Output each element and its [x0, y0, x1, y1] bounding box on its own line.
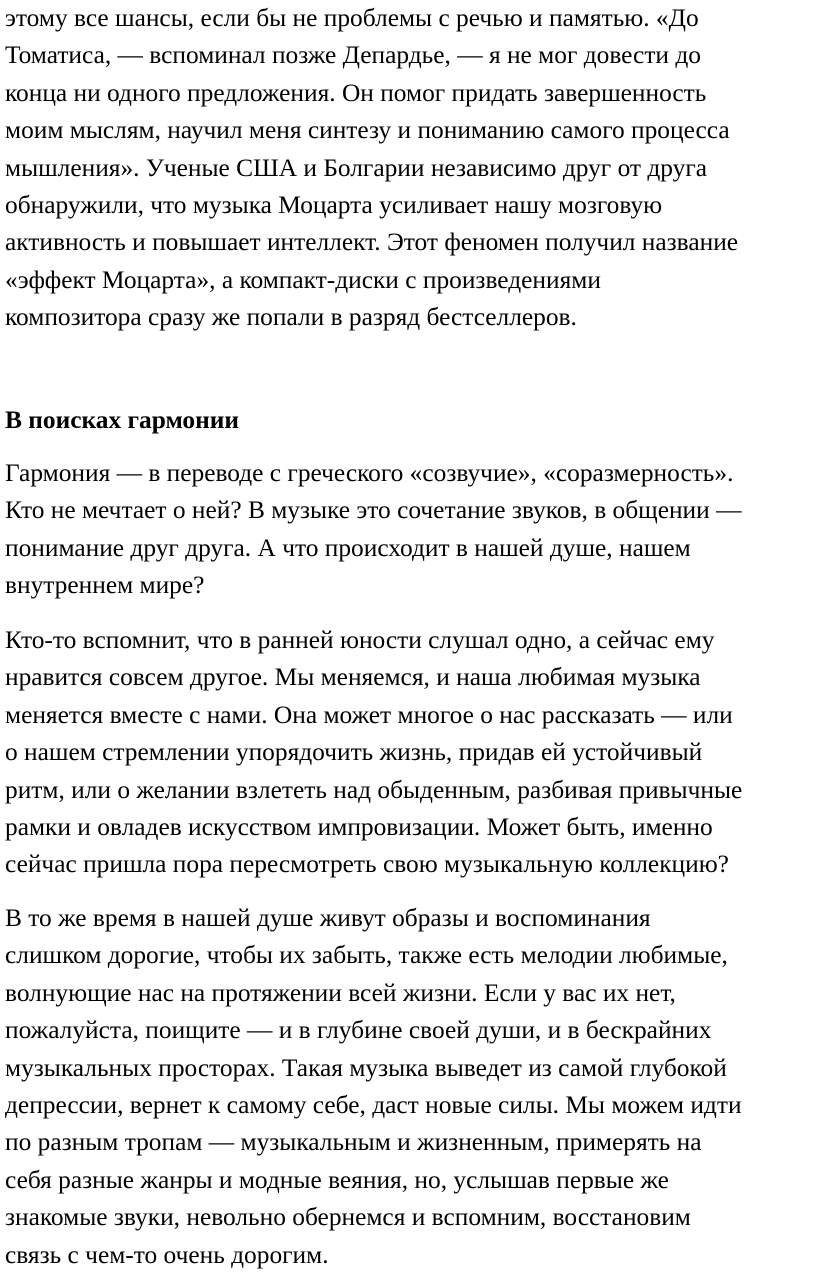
- paragraph-memories: [5, 900, 811, 1274]
- text-line: слишком дорогие, чтобы их забыть, также есть мелодии любимые,: [5, 941, 728, 970]
- text-line: Гармония — в переводе с греческого «созвучие», «соразмерность».: [5, 459, 734, 487]
- text-line: активность и повышает интеллект. Этот феномен получил название: [5, 228, 739, 257]
- text-line: рамки и овладев искусством импровизации. Может быть, именно: [5, 813, 713, 842]
- text-line: пожалуйста, поищите — и в глубине своей души, и в бескрайних: [5, 1016, 712, 1045]
- text-line: музыкальных просторах. Такая музыка выведет из самой глубокой: [5, 1053, 727, 1082]
- text-line: внутреннем мире?: [5, 571, 205, 600]
- text-line: Кто не мечтает о ней? В музыке это сочетание звуков, в общении —: [5, 496, 742, 525]
- text-line: мышления». Ученые США и Болгарии независимо друг от друга: [5, 153, 708, 182]
- text-line: депрессии, вернет к самому себе, даст новые силы. Мы можем идти: [5, 1091, 742, 1120]
- text-line: волнующие нас на протяжении всей жизни. Если у вас их нет,: [5, 978, 676, 1007]
- paragraph-intro: [5, 0, 811, 337]
- text-line: меняется вместе с нами. Она может многое о нас рассказать — или: [5, 700, 733, 729]
- text-line: В то же время в нашей душе живут образы и воспоминания: [5, 904, 651, 932]
- text-line: композитора сразу же попали в разряд бестселлеров.: [5, 303, 577, 332]
- text-line: конца ни одного предложения. Он помог придать завершенность: [5, 78, 707, 107]
- paragraph-changes: [5, 622, 811, 884]
- text-line: Томатиса, — вспоминал позже Депардье, — я не мог довести до: [5, 41, 701, 70]
- text-line: о нашем стремлении упорядочить жизнь, придав ей устойчивый: [5, 738, 703, 767]
- text-line: понимание друг друга. А что происходит в нашей душе, нашем: [5, 533, 691, 562]
- text-line: Кто-то вспомнит, что в ранней юности слушал одно, а сейчас ему: [5, 626, 715, 654]
- text-line: себя разные жанры и модные веяния, но, услышав первые же: [5, 1165, 669, 1194]
- text-line: связь с чем-то очень дорогим.: [5, 1240, 329, 1269]
- text-line: «эффект Моцарта», а компакт-диски с произведениями: [5, 265, 601, 294]
- text-line: знакомые звуки, невольно обернемся и вспомним, восстановим: [5, 1203, 691, 1232]
- text-line: обнаружили, что музыка Моцарта усиливает нашу мозговую: [5, 191, 663, 220]
- text-line: сейчас пришла пора пересмотреть свою музыкальную коллекцию?: [5, 850, 729, 879]
- text-line: ритм, или о желании взлететь над обыденным, разбивая привычные: [5, 775, 743, 804]
- text-line: по разным тропам — музыкальным и жизненным, примерять на: [5, 1128, 702, 1157]
- text-line: нравится совсем другое. Мы меняемся, и наша любимая музыка: [5, 663, 701, 692]
- text-line: этому все шансы, если бы не проблемы с речью и памятью. «До: [5, 4, 699, 32]
- paragraph-harmony: [5, 455, 811, 605]
- text-line: моим мыслям, научил меня синтезу и пониманию самого процесса: [5, 116, 730, 145]
- section-heading: В поисках гармонии: [5, 406, 239, 434]
